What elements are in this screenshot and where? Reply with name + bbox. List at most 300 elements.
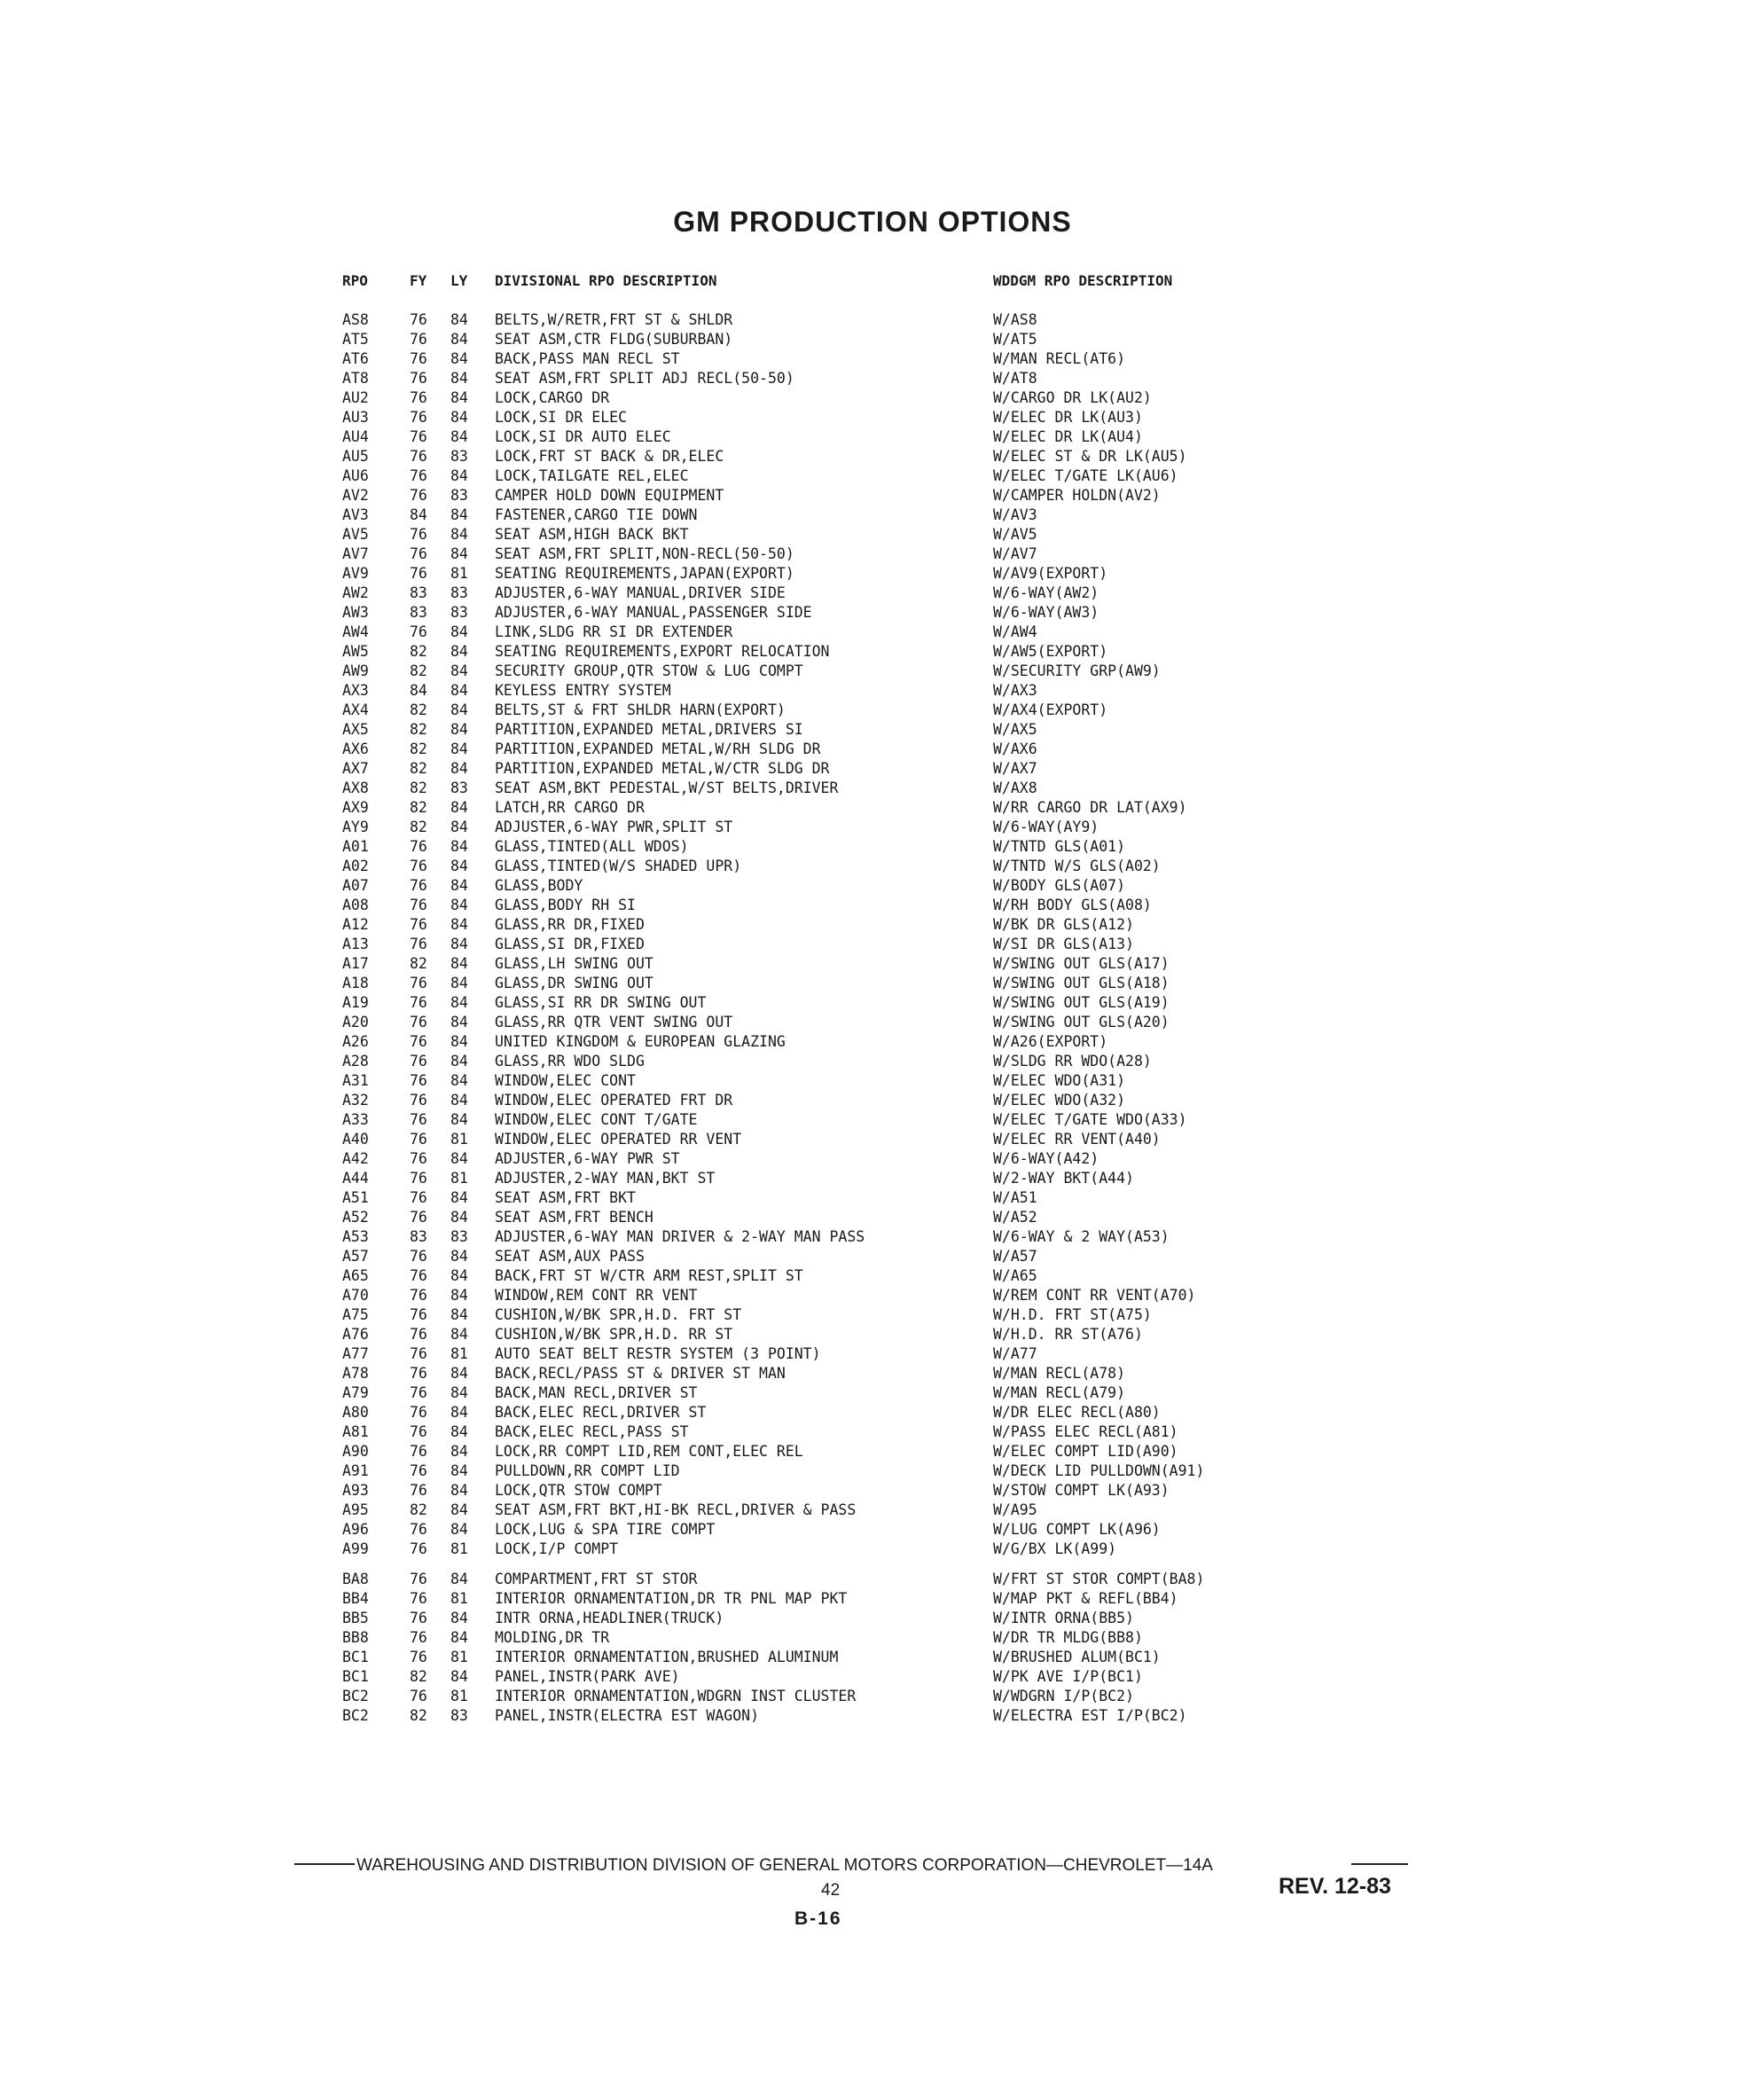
first-year: 76 [410,1423,427,1440]
wdgm-description: W/ELEC WDO(A32) [993,1092,1126,1109]
last-year: 83 [450,1707,468,1724]
last-year: 81 [450,1345,468,1362]
table-row [0,1481,1745,1501]
divisional-description: UNITED KINGDOM & EUROPEAN GLAZING [495,1033,786,1050]
first-year: 82 [410,780,427,796]
footer-revision: REV. 12-83 [1279,1874,1391,1899]
last-year: 84 [450,1033,468,1050]
divisional-description: SEATING REQUIREMENTS,JAPAN(EXPORT) [495,565,794,582]
divisional-description: GLASS,TINTED(W/S SHADED UPR) [495,858,742,874]
wdgm-description: W/G/BX LK(A99) [993,1540,1117,1557]
table-row [0,1609,1745,1628]
table-row [0,1247,1745,1266]
divisional-description: CUSHION,W/BK SPR,H.D. RR ST [495,1326,733,1343]
rpo-code: BB4 [342,1590,369,1607]
rpo-code: A33 [342,1111,369,1128]
table-row [0,1559,1745,1589]
rpo-code: AS8 [342,311,369,328]
last-year: 84 [450,1111,468,1128]
divisional-description: CAMPER HOLD DOWN EQUIPMENT [495,487,724,504]
divisional-description: GLASS,BODY RH SI [495,897,636,913]
rpo-code: A91 [342,1462,369,1479]
rpo-code: A18 [342,975,369,991]
last-year: 81 [450,1688,468,1704]
wdgm-description: W/FRT ST STOR COMPT(BA8) [993,1571,1205,1587]
last-year: 84 [450,1150,468,1167]
first-year: 76 [410,1131,427,1148]
last-year: 84 [450,877,468,894]
wdgm-description: W/RR CARGO DR LAT(AX9) [993,799,1187,816]
table-row [0,1071,1745,1091]
first-year: 76 [410,1248,427,1265]
wdgm-description: W/SWING OUT GLS(A20) [993,1014,1170,1030]
divisional-description: BELTS,W/RETR,FRT ST & SHLDR [495,311,733,328]
wdgm-description: W/AX8 [993,780,1037,796]
last-year: 84 [450,1571,468,1587]
first-year: 82 [410,721,427,738]
first-year: 76 [410,409,427,426]
last-year: 84 [450,1521,468,1538]
wdgm-description: W/AX7 [993,760,1037,777]
footer-rule-left [294,1863,355,1865]
first-year: 76 [410,1540,427,1557]
table-row [0,584,1745,603]
last-year: 84 [450,1501,468,1518]
first-year: 76 [410,350,427,367]
rpo-code: AV7 [342,545,369,562]
wdgm-description: W/H.D. RR ST(A76) [993,1326,1143,1343]
last-year: 84 [450,1423,468,1440]
wdgm-description: W/AX5 [993,721,1037,738]
last-year: 84 [450,1384,468,1401]
last-year: 84 [450,1189,468,1206]
first-year: 76 [410,838,427,855]
divisional-description: WINDOW,ELEC OPERATED RR VENT [495,1131,742,1148]
divisional-description: LOCK,FRT ST BACK & DR,ELEC [495,448,724,465]
table-header [0,271,1745,310]
table-row [0,662,1745,681]
table-row [0,1286,1745,1305]
table-row [0,1501,1745,1520]
divisional-description: BACK,ELEC RECL,PASS ST [495,1423,689,1440]
last-year: 84 [450,1306,468,1323]
divisional-description: SEAT ASM,FRT BKT [495,1189,636,1206]
table-row [0,1706,1745,1726]
divisional-description: SEAT ASM,FRT SPLIT,NON-RECL(50-50) [495,545,794,562]
first-year: 82 [410,662,427,679]
table-row [0,1013,1745,1032]
first-year: 82 [410,819,427,835]
rpo-code: A78 [342,1365,369,1382]
wdgm-description: W/H.D. FRT ST(A75) [993,1306,1152,1323]
divisional-description: WINDOW,ELEC OPERATED FRT DR [495,1092,733,1109]
first-year: 76 [410,526,427,543]
wdgm-description: W/CARGO DR LK(AU2) [993,389,1152,406]
last-year: 84 [450,1267,468,1284]
last-year: 84 [450,1072,468,1089]
divisional-description: GLASS,BODY [495,877,583,894]
divisional-description: LOCK,SI DR ELEC [495,409,628,426]
first-year: 76 [410,1384,427,1401]
last-year: 84 [450,936,468,952]
divisional-description: LOCK,SI DR AUTO ELEC [495,428,671,445]
divisional-description: SEAT ASM,FRT BENCH [495,1209,653,1226]
rpo-code: AX6 [342,740,369,757]
rpo-code: A93 [342,1482,369,1499]
first-year: 82 [410,701,427,718]
last-year: 84 [450,760,468,777]
rpo-code: A01 [342,838,369,855]
wdgm-description: W/AX4(EXPORT) [993,701,1108,718]
first-year: 76 [410,1521,427,1538]
divisional-description: LOCK,CARGO DR [495,389,610,406]
footer-division-line [356,1856,1213,1876]
divisional-description: SEAT ASM,BKT PEDESTAL,W/ST BELTS,DRIVER [495,780,839,796]
first-year: 76 [410,1326,427,1343]
last-year: 84 [450,701,468,718]
first-year: 76 [410,1571,427,1587]
divisional-description: LOCK,TAILGATE REL,ELEC [495,467,689,484]
first-year: 76 [410,1072,427,1089]
first-year: 76 [410,1462,427,1479]
first-year: 82 [410,740,427,757]
last-year: 84 [450,1092,468,1109]
rpo-code: AW5 [342,643,369,660]
divisional-description: GLASS,RR WDO SLDG [495,1053,645,1070]
table-row [0,1403,1745,1422]
rpo-code: AU3 [342,409,369,426]
divisional-description: BACK,MAN RECL,DRIVER ST [495,1384,698,1401]
table-row [0,935,1745,954]
table-row [0,1364,1745,1383]
rpo-code: A90 [342,1443,369,1460]
wdgm-description: W/MAN RECL(AT6) [993,350,1126,367]
first-year: 76 [410,1629,427,1646]
table-row [0,1687,1745,1706]
table-row [0,740,1745,759]
table-row [0,720,1745,740]
column-header-wdgm: WDDGM RPO DESCRIPTION [993,272,1173,289]
last-year: 84 [450,1629,468,1646]
wdgm-description: W/AS8 [993,311,1037,328]
first-year: 76 [410,975,427,991]
wdgm-description: W/6-WAY(AW3) [993,604,1099,621]
first-year: 76 [410,1267,427,1284]
divisional-description: GLASS,SI RR DR SWING OUT [495,994,707,1011]
first-year: 76 [410,897,427,913]
rpo-code: A02 [342,858,369,874]
first-year: 76 [410,1404,427,1421]
wdgm-description: W/MAP PKT & REFL(BB4) [993,1590,1178,1607]
table-row [0,486,1745,505]
table-row [0,1091,1745,1110]
table-row [0,1130,1745,1149]
first-year: 83 [410,584,427,601]
rpo-code: A12 [342,916,369,933]
wdgm-description: W/BK DR GLS(A12) [993,916,1134,933]
wdgm-description: W/SECURITY GRP(AW9) [993,662,1161,679]
table-row [0,1305,1745,1325]
first-year: 76 [410,1014,427,1030]
last-year: 83 [450,1228,468,1245]
last-year: 81 [450,1170,468,1187]
wdgm-description: W/BRUSHED ALUM(BC1) [993,1649,1161,1665]
first-year: 76 [410,1345,427,1362]
divisional-description: LOCK,LUG & SPA TIRE COMPT [495,1521,716,1538]
rpo-code: AX9 [342,799,369,816]
last-year: 84 [450,1365,468,1382]
table-row [0,369,1745,388]
last-year: 84 [450,389,468,406]
table-row [0,1589,1745,1609]
wdgm-description: W/ELEC RR VENT(A40) [993,1131,1161,1148]
last-year: 84 [450,506,468,523]
table-row [0,1520,1745,1540]
table-row [0,1110,1745,1130]
rpo-code: A53 [342,1228,369,1245]
first-year: 76 [410,1287,427,1304]
divisional-description: AUTO SEAT BELT RESTR SYSTEM (3 POINT) [495,1345,821,1362]
column-header-ly: LY [450,272,468,289]
wdgm-description: W/BODY GLS(A07) [993,877,1126,894]
wdgm-description: W/SLDG RR WDO(A28) [993,1053,1152,1070]
table-row [0,1188,1745,1208]
first-year: 76 [410,428,427,445]
rpo-code: BA8 [342,1571,369,1587]
first-year: 76 [410,1053,427,1070]
rpo-code: A26 [342,1033,369,1050]
table-row [0,1461,1745,1481]
divisional-description: CUSHION,W/BK SPR,H.D. FRT ST [495,1306,742,1323]
wdgm-description: W/CAMPER HOLDN(AV2) [993,487,1161,504]
last-year: 84 [450,799,468,816]
last-year: 84 [450,370,468,387]
table-row [0,1052,1745,1071]
wdgm-description: W/ELEC ST & DR LK(AU5) [993,448,1187,465]
divisional-description: SEAT ASM,FRT BKT,HI-BK RECL,DRIVER & PASS [495,1501,857,1518]
wdgm-description: W/PASS ELEC RECL(A81) [993,1423,1178,1440]
rpo-code: A42 [342,1150,369,1167]
last-year: 84 [450,623,468,640]
rpo-code: AV3 [342,506,369,523]
wdgm-description: W/6-WAY(A42) [993,1150,1099,1167]
rpo-code: AW2 [342,584,369,601]
table-row [0,330,1745,349]
last-year: 84 [450,662,468,679]
wdgm-description: W/AX6 [993,740,1037,757]
table-row [0,623,1745,642]
first-year: 76 [410,1092,427,1109]
last-year: 84 [450,1482,468,1499]
divisional-description: WINDOW,REM CONT RR VENT [495,1287,698,1304]
wdgm-description: W/STOW COMPT LK(A93) [993,1482,1170,1499]
wdgm-description: W/6-WAY & 2 WAY(A53) [993,1228,1170,1245]
first-year: 82 [410,643,427,660]
first-year: 76 [410,1590,427,1607]
divisional-description: LOCK,RR COMPT LID,REM CONT,ELEC REL [495,1443,803,1460]
wdgm-description: W/TNTD W/S GLS(A02) [993,858,1161,874]
wdgm-description: W/TNTD GLS(A01) [993,838,1126,855]
table-row [0,505,1745,525]
rpo-code: A17 [342,955,369,972]
rpo-code: A52 [342,1209,369,1226]
wdgm-description: W/ELECTRA EST I/P(BC2) [993,1707,1187,1724]
divisional-description: SEAT ASM,FRT SPLIT ADJ RECL(50-50) [495,370,794,387]
last-year: 84 [450,1462,468,1479]
rpo-code: AU6 [342,467,369,484]
rpo-code: A80 [342,1404,369,1421]
first-year: 82 [410,1707,427,1724]
first-year: 76 [410,1209,427,1226]
first-year: 76 [410,1365,427,1382]
divisional-description: SEAT ASM,CTR FLDG(SUBURBAN) [495,331,733,348]
wdgm-description: W/AW4 [993,623,1037,640]
rpo-code: A81 [342,1423,369,1440]
wdgm-description: W/LUG COMPT LK(A96) [993,1521,1161,1538]
last-year: 84 [450,838,468,855]
rpo-code: A51 [342,1189,369,1206]
column-header-divisional: DIVISIONAL RPO DESCRIPTION [495,272,717,289]
wdgm-description: W/DECK LID PULLDOWN(A91) [993,1462,1205,1479]
wdgm-description: W/REM CONT RR VENT(A70) [993,1287,1196,1304]
divisional-description: BELTS,ST & FRT SHLDR HARN(EXPORT) [495,701,786,718]
last-year: 84 [450,858,468,874]
divisional-description: BACK,ELEC RECL,DRIVER ST [495,1404,707,1421]
last-year: 84 [450,975,468,991]
rpo-code: AX8 [342,780,369,796]
table-row [0,1442,1745,1461]
last-year: 84 [450,1668,468,1685]
rpo-code: BC1 [342,1668,369,1685]
wdgm-description: W/AT8 [993,370,1037,387]
last-year: 84 [450,643,468,660]
wdgm-description: W/6-WAY(AW2) [993,584,1099,601]
rpo-code: AW4 [342,623,369,640]
wdgm-description: W/A95 [993,1501,1037,1518]
first-year: 76 [410,467,427,484]
rpo-code: AW3 [342,604,369,621]
first-year: 76 [410,1189,427,1206]
divisional-description: INTR ORNA,HEADLINER(TRUCK) [495,1610,724,1626]
last-year: 83 [450,584,468,601]
rpo-code: A57 [342,1248,369,1265]
first-year: 82 [410,1668,427,1685]
rpo-code: A95 [342,1501,369,1518]
last-year: 81 [450,1649,468,1665]
divisional-description: LATCH,RR CARGO DR [495,799,645,816]
first-year: 76 [410,331,427,348]
wdgm-description: W/A57 [993,1248,1037,1265]
first-year: 76 [410,1170,427,1187]
rpo-code: A70 [342,1287,369,1304]
last-year: 84 [450,1248,468,1265]
first-year: 76 [410,311,427,328]
divisional-description: LOCK,QTR STOW COMPT [495,1482,662,1499]
last-year: 83 [450,487,468,504]
first-year: 76 [410,623,427,640]
rpo-code: A99 [342,1540,369,1557]
table-row [0,1648,1745,1667]
wdgm-description: W/AX3 [993,682,1037,699]
divisional-description: GLASS,SI DR,FIXED [495,936,645,952]
divisional-description: BACK,RECL/PASS ST & DRIVER ST MAN [495,1365,786,1382]
rpo-code: A40 [342,1131,369,1148]
wdgm-description: W/6-WAY(AY9) [993,819,1099,835]
divisional-description: SEATING REQUIREMENTS,EXPORT RELOCATION [495,643,830,660]
first-year: 82 [410,760,427,777]
last-year: 84 [450,526,468,543]
last-year: 81 [450,1131,468,1148]
rpo-code: BB8 [342,1629,369,1646]
rpo-code: AW9 [342,662,369,679]
footer-division-text: WAREHOUSING AND DISTRIBUTION DIVISION OF GENERAL MOTORS CORPORATION—CHEVROLET—14A [356,1856,1213,1875]
divisional-description: ADJUSTER,2-WAY MAN,BKT ST [495,1170,716,1187]
divisional-description: ADJUSTER,6-WAY PWR,SPLIT ST [495,819,733,835]
table-row [0,993,1745,1013]
table-row [0,408,1745,427]
first-year: 76 [410,1306,427,1323]
wdgm-description: W/RH BODY GLS(A08) [993,897,1152,913]
last-year: 84 [450,1053,468,1070]
table-row [0,310,1745,330]
table-row [0,1383,1745,1403]
first-year: 76 [410,1610,427,1626]
rpo-code: BC2 [342,1707,369,1724]
wdgm-description: W/ELEC T/GATE WDO(A33) [993,1111,1187,1128]
wdgm-description: W/AV7 [993,545,1037,562]
rpo-code: A79 [342,1384,369,1401]
rpo-code: AT8 [342,370,369,387]
rpo-code: AV2 [342,487,369,504]
divisional-description: GLASS,DR SWING OUT [495,975,653,991]
wdgm-description: W/AW5(EXPORT) [993,643,1108,660]
divisional-description: WINDOW,ELEC CONT [495,1072,636,1089]
first-year: 76 [410,1482,427,1499]
last-year: 84 [450,1610,468,1626]
wdgm-description: W/AV3 [993,506,1037,523]
last-year: 84 [450,331,468,348]
last-year: 84 [450,545,468,562]
divisional-description: ADJUSTER,6-WAY MANUAL,DRIVER SIDE [495,584,786,601]
column-header-fy: FY [410,272,427,289]
table-row [0,759,1745,779]
rpo-code: A76 [342,1326,369,1343]
divisional-description: PARTITION,EXPANDED METAL,DRIVERS SI [495,721,803,738]
last-year: 84 [450,409,468,426]
table-row [0,1032,1745,1052]
table-row [0,466,1745,486]
last-year: 84 [450,1209,468,1226]
table-row [0,798,1745,818]
divisional-description: SEAT ASM,HIGH BACK BKT [495,526,689,543]
divisional-description: BACK,FRT ST W/CTR ARM REST,SPLIT ST [495,1267,803,1284]
table-row [0,1266,1745,1286]
rpo-code: AU2 [342,389,369,406]
footer-rule-right [1351,1863,1408,1865]
wdgm-description: W/A65 [993,1267,1037,1284]
first-year: 83 [410,1228,427,1245]
wdgm-description: W/A52 [993,1209,1037,1226]
table-row [0,564,1745,584]
rpo-code: AU4 [342,428,369,445]
table-row [0,701,1745,720]
rpo-code: BC1 [342,1649,369,1665]
table-row [0,837,1745,857]
first-year: 76 [410,1649,427,1665]
first-year: 76 [410,545,427,562]
table-row [0,876,1745,896]
rpo-code: BB5 [342,1610,369,1626]
